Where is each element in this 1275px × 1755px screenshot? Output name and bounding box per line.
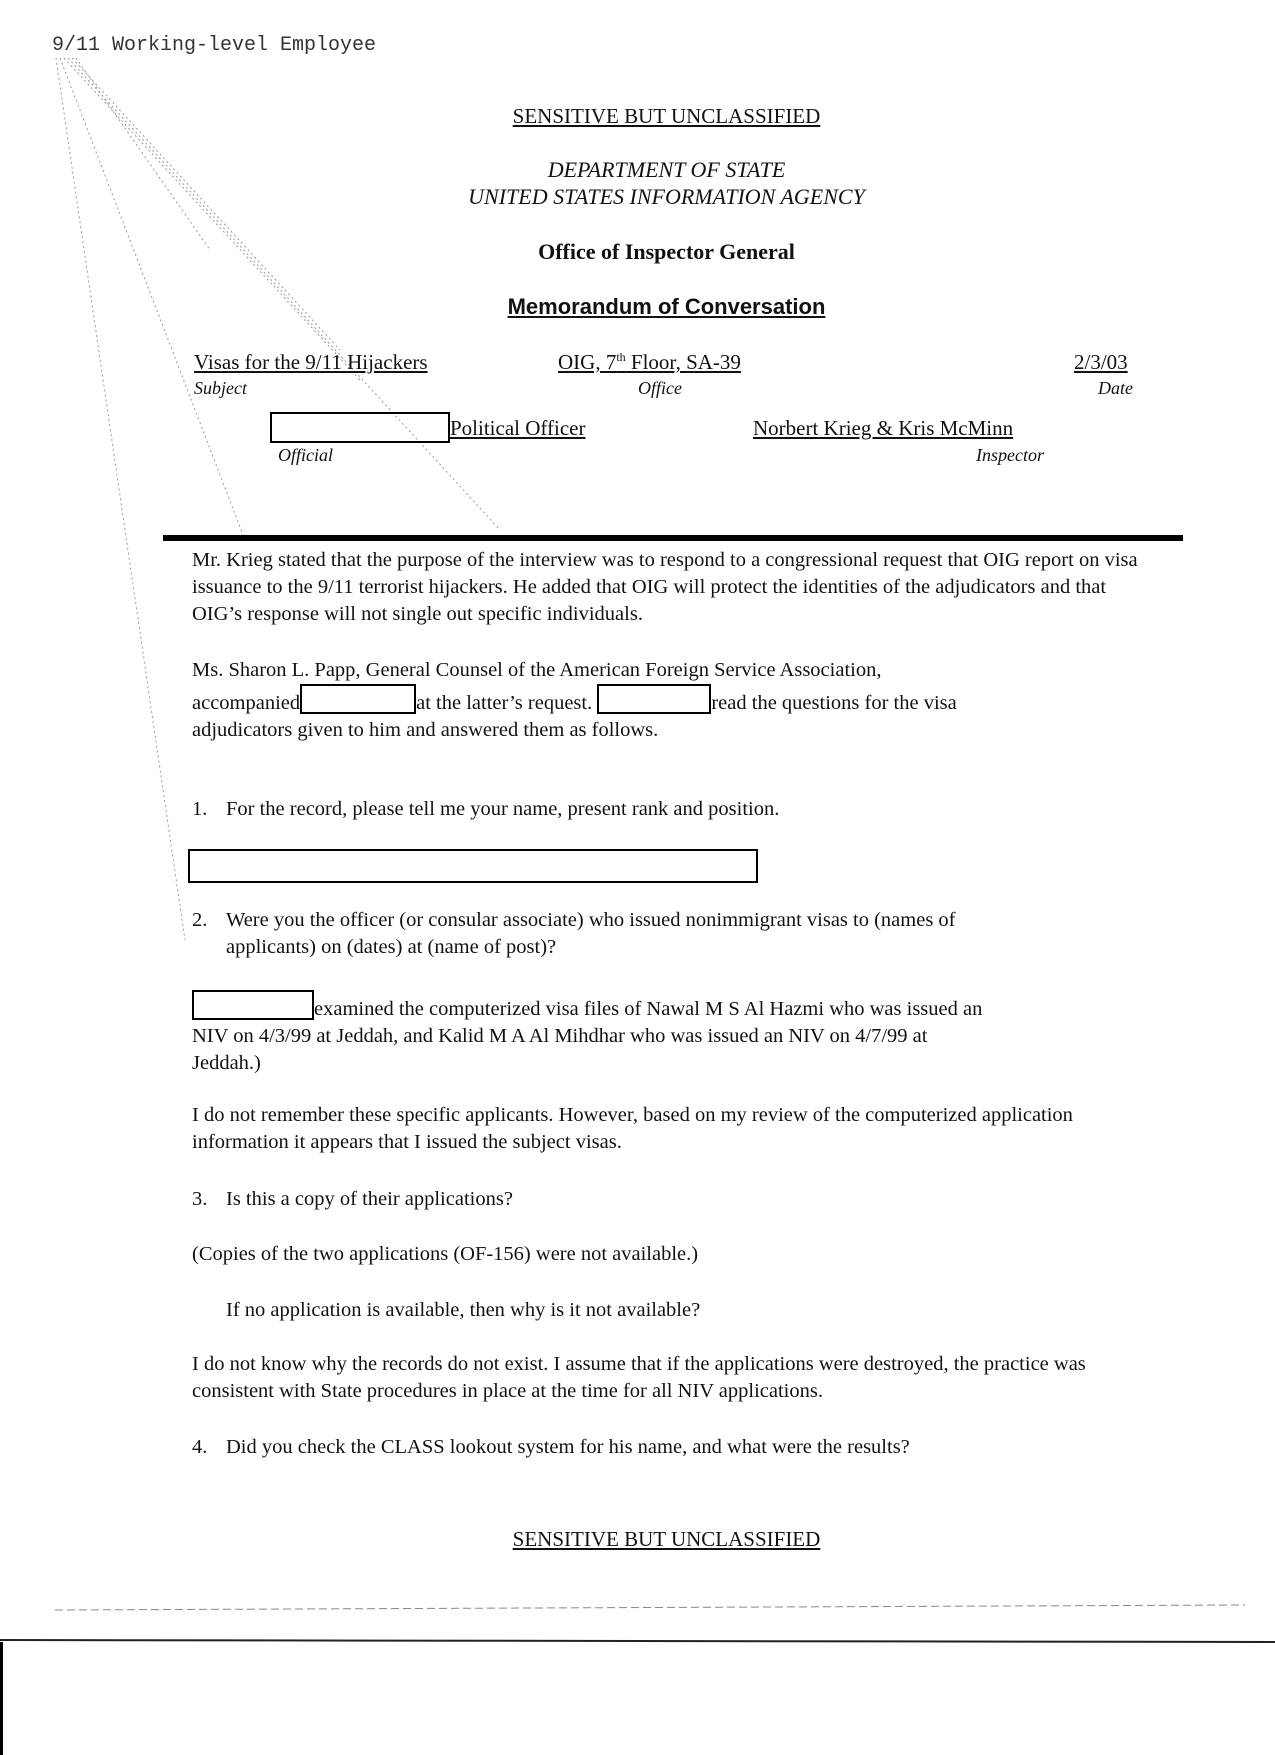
office-name: Office of Inspector General xyxy=(538,239,795,264)
office-value-post: Floor, SA-39 xyxy=(625,350,741,374)
official-title: Political Officer xyxy=(450,416,586,440)
papp-text-c: read the questions for the visa xyxy=(711,692,957,714)
official-label: Official xyxy=(278,445,333,465)
inspector-value: Norbert Krieg & Kris McMinn xyxy=(753,416,1014,440)
copies-note: (Copies of the two applications (OF-156) were not available.) xyxy=(192,1243,699,1265)
subject-value: Visas for the 9/11 Hijackers xyxy=(194,350,428,374)
q2-number: 2. xyxy=(192,909,208,931)
papp-line-3: adjudicators given to him and answered them as follows. xyxy=(192,719,659,741)
papp-paragraph xyxy=(192,657,1142,744)
q2-line-2: applicants) on (dates) at (name of post)? xyxy=(226,936,557,958)
office-value-sup: th xyxy=(616,350,626,364)
papp-line-1: Ms. Sharon L. Papp, General Counsel of the American Foreign Service Association, xyxy=(192,659,882,681)
q1-text: For the record, please tell me your name, present rank and position. xyxy=(226,798,780,820)
exam-line-3: Jeddah.) xyxy=(192,1052,261,1074)
agency-line-2: UNITED STATES INFORMATION AGENCY xyxy=(468,184,865,209)
header-divider xyxy=(163,535,1183,541)
q3-number: 3. xyxy=(192,1188,208,1210)
q2-text xyxy=(226,907,1126,961)
subject-label: Subject xyxy=(194,378,247,398)
memo-title: Memorandum of Conversation xyxy=(507,294,826,319)
q2-line-1: Were you the officer (or consular associate) who issued nonimmigrant visas to (names of xyxy=(226,909,956,931)
date-label: Date xyxy=(1098,378,1133,398)
exam-line-2: NIV on 4/3/99 at Jeddah, and Kalid M A Al Mihdhar who was issued an NIV on 4/7/99 at xyxy=(192,1025,928,1047)
papp-text-b: at the latter’s request. xyxy=(416,692,593,714)
office-value xyxy=(558,350,741,375)
redacted-name-2 xyxy=(597,684,711,714)
date-value: 2/3/03 xyxy=(1074,350,1128,374)
q3-text: Is this a copy of their applications? xyxy=(226,1188,513,1210)
inspector-label: Inspector xyxy=(976,445,1044,465)
intro-paragraph: Mr. Krieg stated that the purpose of the interview was to respond to a congressional request that OIG report on visa issuance to the 9/11 terrorist hijackers. He added that OIG will protect the identities of the adjudicators and that OIG’s response will not single out specific individuals. xyxy=(192,549,1138,625)
redacted-name-3 xyxy=(192,990,314,1020)
office-label: Office xyxy=(638,378,682,398)
exam-paragraph xyxy=(192,990,1142,1077)
redacted-answer-1 xyxy=(188,849,758,883)
agency-line-1: DEPARTMENT OF STATE xyxy=(547,157,786,182)
exam-line-1 xyxy=(192,990,1142,1023)
classification-footer: SENSITIVE BUT UNCLASSIFIED xyxy=(512,1527,821,1551)
answer-2: I do not remember these specific applicants. However, based on my review of the computerized application information it appears that I issued the subject visas. xyxy=(192,1104,1073,1153)
document-label: 9/11 Working-level Employee xyxy=(52,34,377,57)
papp-line-2 xyxy=(192,684,1142,717)
exam-text-1: examined the computerized visa files of Nawal M S Al Hazmi who was issued an xyxy=(314,998,983,1020)
q4-text: Did you check the CLASS lookout system for his name, and what were the results? xyxy=(226,1436,910,1458)
redacted-name-1 xyxy=(300,684,416,714)
q4-number: 4. xyxy=(192,1436,208,1458)
office-value-pre: OIG, 7 xyxy=(558,350,617,374)
answer-3: I do not know why the records do not exist. I assume that if the applications were destroyed, the practice was consistent with State procedures in place at the time for all NIV applications. xyxy=(192,1353,1086,1402)
papp-text-a: accompanied xyxy=(192,692,301,714)
classification-header: SENSITIVE BUT UNCLASSIFIED xyxy=(512,104,821,128)
q1-number: 1. xyxy=(192,798,208,820)
redacted-official-name xyxy=(270,412,450,443)
q3-followup: If no application is available, then why is it not available? xyxy=(226,1299,701,1321)
